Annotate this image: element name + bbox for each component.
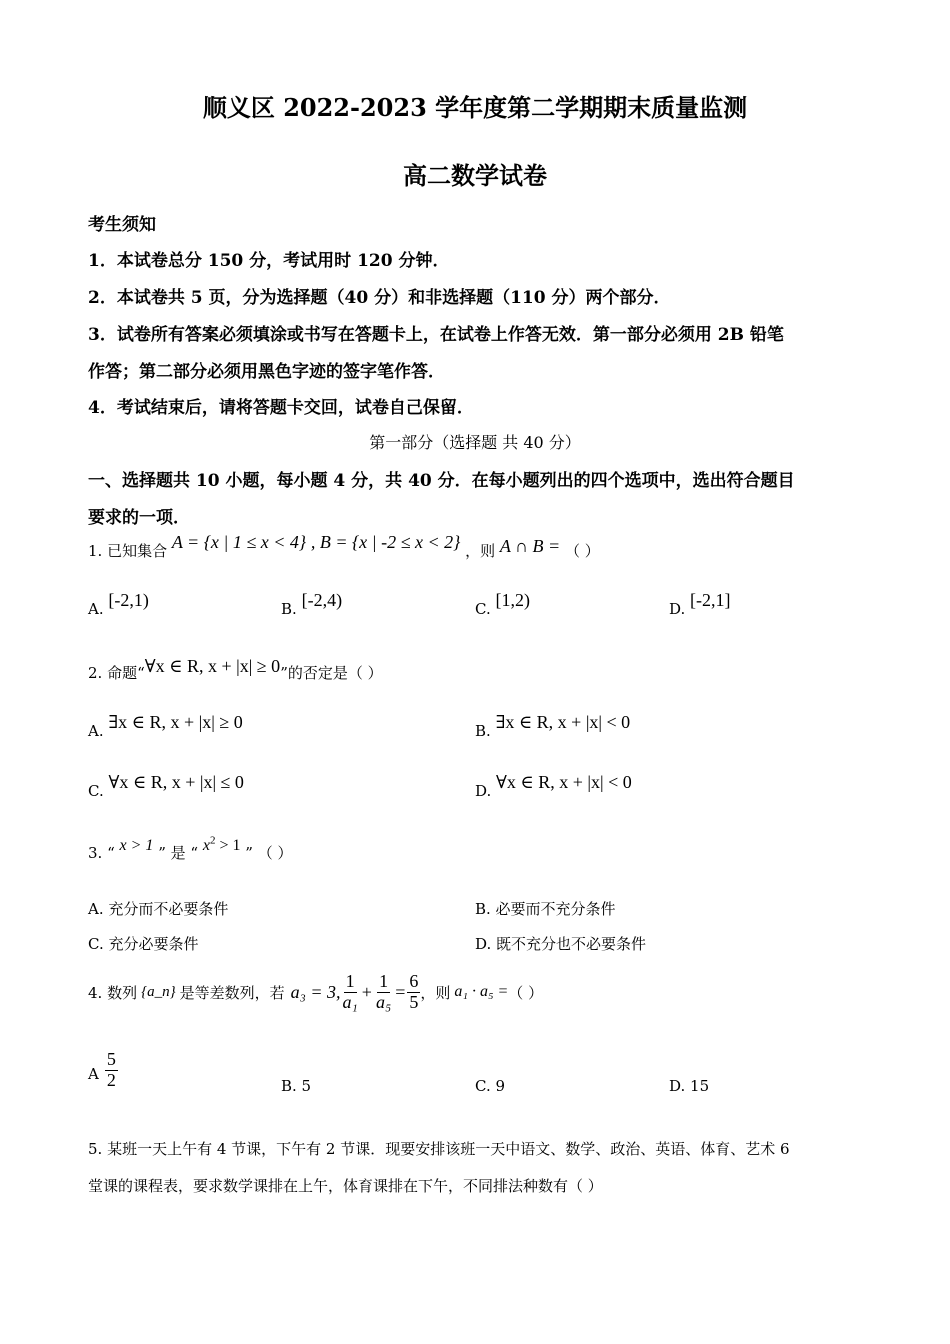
q3-math-2: $x^2 > 1$ (202, 834, 241, 854)
q2-prefix: 2. 命题“ (88, 664, 145, 682)
q4-sequence: {a_n} (141, 983, 176, 1000)
q1-suffix: （ ） (564, 542, 600, 560)
q4-frac-rhs: $\frac{6}{5}$ (409, 970, 419, 1012)
q1-option-b-math: [-2,4) (301, 590, 343, 610)
q3-suffix: ” （ ） (245, 844, 293, 862)
q1-option-a-label: A. (88, 600, 104, 618)
q1-prefix: 1. 已知集合 (88, 542, 168, 560)
q2-suffix: ”的否定是（ ） (280, 664, 383, 682)
q4-prefix: 4. 数列 (88, 983, 138, 1002)
q4-option-b[interactable]: B. 5 (281, 1077, 312, 1095)
q4-ask: a₁ · a₅ = (454, 983, 509, 1000)
q2-option-b[interactable] (475, 712, 631, 741)
notice-heading: 考生须知 (88, 215, 156, 235)
q3-math-1: x > 1 (119, 837, 154, 854)
question-1 (88, 532, 600, 561)
q2-option-b-label: B. (475, 722, 491, 740)
q1-option-d-math: [-2,1] (690, 590, 731, 610)
q2-option-b-math: ∃x ∈ R, x + |x| < 0 (495, 712, 631, 732)
q1-option-a-math: [-2,1) (108, 590, 149, 610)
q2-option-c-math: ∀x ∈ R, x + |x| ≤ 0 (108, 772, 244, 792)
q1-option-c-label: C. (475, 600, 491, 618)
q4-option-a-frac: $\frac{5}{2}$ (106, 1049, 116, 1090)
q1-set-a: A = {x | 1 ≤ x < 4} (171, 532, 307, 552)
part1-heading: 第一部分（选择题 共 40 分） (369, 433, 581, 452)
part1-instructions-cont: 要求的一项． (88, 508, 190, 528)
q3-option-b[interactable]: B. 必要而不充分条件 (475, 900, 616, 918)
notice-item-3-cont: 作答；第二部分必须用黑色字迹的签字笔作答． (88, 362, 445, 382)
q4-option-a-label: A (88, 1064, 99, 1083)
q3-mid: ” 是 “ (158, 844, 199, 862)
q4-eq: = (395, 981, 406, 1002)
notice-item-3: 3．试卷所有答案必须填涂或书写在答题卡上，在试卷上作答无效．第一部分必须用 2B 铅笔 (88, 325, 784, 345)
q2-option-a-math: ∃x ∈ R, x + |x| ≥ 0 (108, 712, 243, 732)
q2-option-d-math: ∀x ∈ R, x + |x| < 0 (496, 772, 632, 792)
q4-option-d[interactable]: D. 15 (669, 1077, 710, 1095)
q4-cond-a3: a₃ = 3, (290, 981, 341, 1002)
question-3 (88, 834, 293, 863)
q2-option-d[interactable] (475, 772, 632, 801)
q2-option-a[interactable] (88, 712, 243, 741)
q2-option-c[interactable] (88, 772, 244, 801)
q4-frac-1: $\frac{1}{\text{a₁}}$ (342, 970, 358, 1012)
q4-mid: 是等差数列，若 (179, 983, 285, 1002)
q4-suffix: （ ） (508, 983, 544, 1002)
notice-item-2: 2．本试卷共 5 页，分为选择题（40 分）和非选择题（110 分）两个部分． (88, 288, 671, 308)
q2-option-c-label: C. (88, 782, 104, 800)
q4-frac-2: $\frac{1}{\text{a₅}}$ (375, 970, 392, 1012)
notice-item-4: 4．考试结束后，请将答题卡交回，试卷自己保留． (88, 398, 474, 418)
notice-item-1: 1．本试卷总分 150 分，考试用时 120 分钟． (88, 251, 450, 271)
q1-option-d[interactable] (669, 590, 731, 619)
q2-option-d-label: D. (475, 782, 492, 800)
q2-option-a-label: A. (88, 722, 104, 740)
q1-option-b[interactable] (281, 590, 343, 619)
q2-math: ∀x ∈ R, x + |x| ≥ 0 (144, 656, 281, 676)
q3-option-a[interactable]: A. 充分而不必要条件 (88, 900, 229, 918)
q4-plus: + (361, 981, 372, 1002)
question-4 (88, 966, 543, 1018)
q4-option-c[interactable]: C. 9 (475, 1077, 506, 1095)
q1-option-a[interactable] (88, 590, 149, 619)
question-5-cont: 堂课的课程表，要求数学课排在上午，体育课排在下午，不同排法种数有（ ） (88, 1177, 603, 1195)
q1-option-d-label: D. (669, 600, 686, 618)
exam-title: 顺义区 2022-2023 学年度第二学期期末质量监测 (202, 93, 748, 122)
part1-instructions: 一、选择题共 10 小题，每小题 4 分，共 40 分．在每小题列出的四个选项中，选出符合题目 (88, 471, 795, 491)
q1-option-c-math: [1,2) (495, 590, 530, 610)
q3-prefix: 3. “ (88, 844, 115, 862)
q1-expr: A ∩ B = (499, 536, 561, 556)
q1-set-b: , B = {x | -2 ≤ x < 2} (310, 532, 461, 552)
q4-then: ，则 (420, 983, 451, 1002)
question-5: 5. 某班一天上午有 4 节课，下午有 2 节课．现要安排该班一天中语文、数学、政治、英语、体育、艺术 6 (88, 1140, 790, 1158)
q4-option-a[interactable] (88, 1050, 118, 1091)
q1-option-b-label: B. (281, 600, 297, 618)
q3-option-c[interactable]: C. 充分必要条件 (88, 935, 199, 953)
q3-option-d[interactable]: D. 既不充分也不必要条件 (475, 935, 647, 953)
q1-option-c[interactable] (475, 590, 530, 619)
question-2 (88, 656, 383, 683)
q1-middle: ，则 (465, 542, 496, 560)
exam-subtitle: 高二数学试卷 (403, 161, 547, 190)
